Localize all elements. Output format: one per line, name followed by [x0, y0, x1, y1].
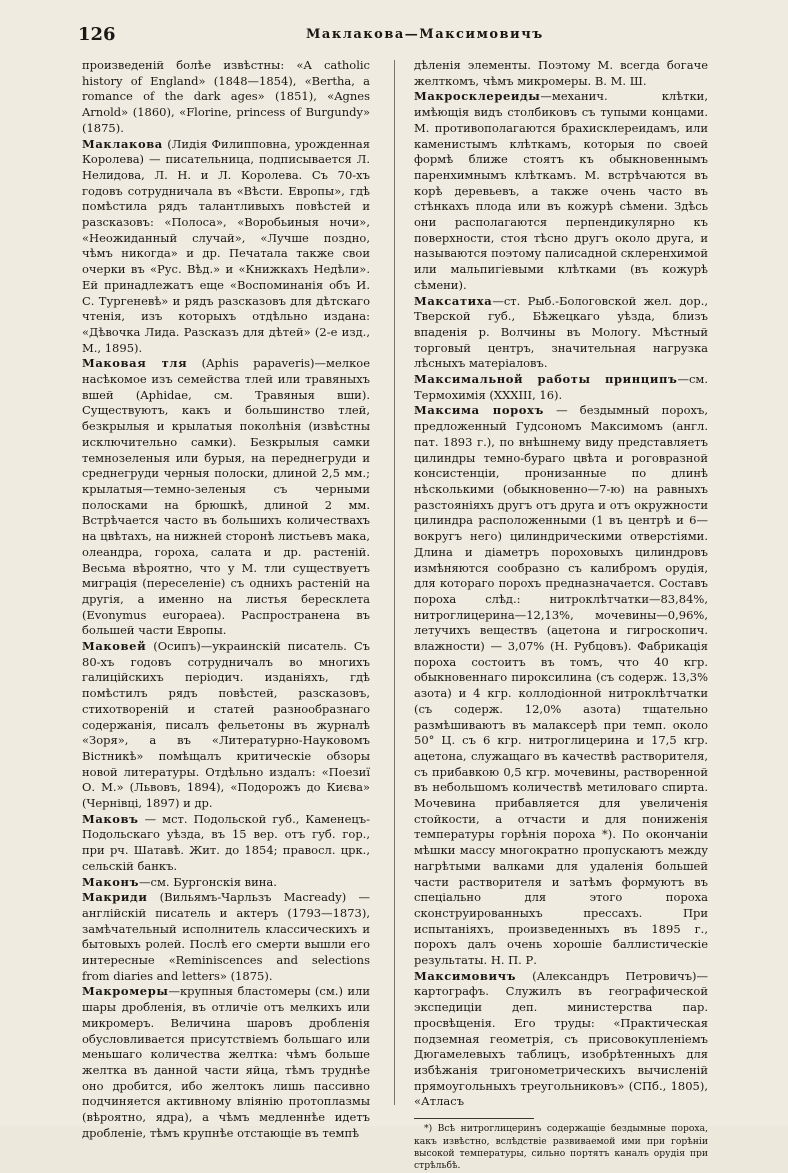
entry-body: (Лидія Филипповна, урожденная Королева) — писательница, подписывается Л. Нелидова, Л. Н. и Л. Королева. Съ 70-хъ годовъ сотрудничала въ «Вѣсти. Европы», гдѣ помѣстила рядъ талантливыхъ повѣстей и разсказовъ: «Полоса», «Воробьиныя ночи», «Неожиданный случай», «Лучше поздно, чѣмъ никогда» и др. Печатала также свои очерки въ «Рус. Вѣд.» и «Книжкахъ Недѣли». Ей принадлежатъ еще «Воспоминанія объ И. С. Тургеневѣ» и рядъ разсказовъ для дѣтскаго чтенія, изъ которыхъ отдѣльно издана: «Дѣвочка Лида. Разсказъ для дѣтей» (2-е изд., М., 1895). [82, 136, 370, 355]
right-column [414, 58, 708, 1173]
entry-max-work-principle [414, 372, 708, 403]
entry-makon [82, 875, 370, 891]
entry-headword: Максимальной работы принципъ [414, 372, 678, 387]
entry-body: — бездымный порохъ, предложенный Гудсономъ Максимомъ (англ. пат. 1893 г.), по внѣшнему виду представляетъ цилиндры темно-бураго цвѣта и роговразной консистенціи, пронизанные по длинѣ нѣсколькими (обыкновенно—7-ю) на равныхъ разстояніяхъ другъ отъ друга и отъ окружности цилиндра расположенными (1 въ центрѣ и 6—вокругъ него) цилиндрическими отверстіями. Длина и діаметръ пороховыхъ цилиндровъ измѣняются сообразно съ калибромъ орудія, для котораго порохъ предназначается. Составъ пороха слѣд.: нитроклѣтчатки—83,84%, нитроглицерина—12,13%, мочевины—0,96%, летучихъ веществъ (ацетона и гигроскопич. влажности) — 3,07% (Н. Рубцовъ). Фабрикація пороха состоитъ въ томъ, что 40 кгр. обыкновеннаго пироксилина (съ содерж. 13,3% азота) и 4 кгр. коллодіонной нитроклѣтчатки (съ содерж. 12,0% азота) тщательно размѣшиваютъ въ малаксерѣ при темп. около 50° Ц. съ 6 кгр. нитроглицерина и 17,5 кгр. ацетона, служащаго въ качествѣ растворителя, съ прибавкою 0,5 кгр. мочевины, растворенной въ небольшомъ количествѣ метиловаго спирта. Мочевина прибавляется для увеличенія стойкости, а отчасти и для пониженія температуры горѣнія пороха *). По окончаніи мѣшки массу многократно пропускаютъ между нагрѣтыми валками для удаленія большей части растворителя и затѣмъ формуютъ въ спеціально для этого пороха сконструированныхъ прессахъ. При испытаніяхъ, произведенныхъ въ 1895 г., порохъ далъ очень хорошіе баллистическіе результаты. Н. П. Р. [414, 403, 708, 968]
entry-headword: Маковей [82, 639, 147, 654]
entry-makovaya-tlya [82, 356, 370, 639]
entry-body: произведеній болѣе извѣстны: «A catholic history of England» (1848—1854), «Bertha, a romance of the dark ages» (1851), «Agnes Arnold» (1860), «Florine, princess of Burgundy» (1875). [82, 58, 370, 135]
footnote: *) Всѣ нитроглицеринъ содержащіе бездымные пороха, какъ извѣстно, вслѣдствіе развиваемой ими при горѣніи высокой температуры, сильно портятъ каналъ орудія при стрѣльбѣ. [414, 1123, 708, 1172]
entry-body: —см. Бургонскія вина. [139, 874, 277, 889]
entry-body: (Aphis papaveris)—мелкое насѣкомое изъ семейства тлей или травяныхъ вшей (Aphidae, см. Травяныя вши). Существуютъ, какъ и большинство тлей, безкрылыя и крылатыя поколѣнія (извѣстны исключительно самки). Безкрылыя самки темнозеленыя или бурыя, на переднегруди и среднегруди черныя полоски, длиной 2,5 мм.; крылатыя—темно-зеленыя съ черными полосками на брюшкѣ, длиной 2 мм. Встрѣчается часто въ большихъ количествахъ на цвѣтахъ, на нижней сторонѣ листьевъ мака, олеандра, гороха, салата и др. растеній. Весьма вѣроятно, что у М. тли существуетъ миграція (переселеніе) съ однихъ растеній на другія, а именно на листья бересклета (Evonymus europaea). Распространена въ большей части Европы. [82, 356, 370, 638]
entry-body: —см. Термохимія (XXXIII, 16). [414, 372, 708, 402]
entry-makov [82, 812, 370, 875]
entry-body: —механич. клѣтки, имѣющія видъ столбиковъ съ тупыми концами. М. противополагаются брахисклереидамъ, или каменистымъ клѣткамъ, которыя по своей формѣ ближе стоятъ къ обыкновеннымъ паренхимнымъ клѣткамъ. М. встрѣчаются въ корѣ деревьевъ, а также очень часто въ стѣнкахъ плода или въ кожурѣ сѣмени. Здѣсь они располагаются перпендикулярно къ поверхности, стоя тѣсно другъ около друга, и называются поэтому палисадной склеренхимой или мальпигіевыми клѣтками (въ кожурѣ сѣмени). [414, 89, 708, 292]
running-head: Маклакова—Максимовичъ [306, 27, 544, 42]
entry-body: — мст. Подольской губ., Каменецъ-Подольскаго уѣзда, въ 15 вер. отъ губ. гор., при рч. Шатавѣ. Жит. до 1854; правосл. црк., сельскій банкъ. [82, 811, 370, 873]
entry-continuation [82, 58, 370, 137]
entry-headword: Макромеры [82, 984, 169, 999]
entry-makovei [82, 639, 370, 812]
page-header [78, 24, 710, 46]
entry-headword: Максатиха [414, 293, 493, 308]
entry-maklakova [82, 137, 370, 357]
entry-headword: Макросклереиды [414, 89, 541, 104]
page-number: 126 [78, 24, 116, 45]
entry-headword: Максимовичъ [414, 968, 517, 983]
entry-headword: Маковъ [82, 811, 139, 826]
entry-makroskléreidy [414, 89, 708, 293]
entry-body: дѣленія элементы. Поэтому М. всегда богаче желткомъ, чѣмъ микромеры. В. М. Ш. [414, 58, 708, 88]
column-divider [394, 60, 395, 1105]
entry-body: (Александръ Петровичъ)—картографъ. Служилъ въ географической экспедиціи деп. министерства пар. просвѣщенія. Его труды: «Практическая подземная геометрія, съ присовокупленіемъ Дюгамелевыхъ таблицъ, изобрѣтенныхъ для избѣжанія тригонометрическихъ вычисленій прямоугольныхъ треугольниковъ» (СПб., 1805), «Атласъ [414, 968, 708, 1109]
entry-continuation [414, 58, 708, 89]
entry-headword: Макриди [82, 890, 148, 905]
entry-body: —ст. Рыб.-Бологовской жел. дор., Тверской губ., Бѣжецкаго уѣзда, близъ впаденія р. Волчины въ Мологу. Мѣстный торговый центръ, значительная нагрузка лѣсныхъ матеріаловъ. [414, 293, 708, 371]
entry-headword: Маковая тля [82, 356, 188, 371]
entry-body: (Осипъ)—украинскій писатель. Съ 80-хъ годовъ сотрудничалъ во многихъ галиційскихъ періодич. изданіяхъ, гдѣ помѣстилъ рядъ повѣстей, разсказовъ, стихотвореній и статей разнообразнаго содержанія, писалъ фельетоны въ журналѣ «Зоря», а въ «Литературно-Науковомъ Вістникѣ» помѣщалъ критическіе обзоры новой литературы. Отдѣльно издалъ: «Поезиї О. М.» (Львовъ, 1894), «Подорожъ до Києва» (Чернівці, 1897) и др. [82, 639, 370, 811]
entry-maksatikha [414, 294, 708, 373]
entry-maksimovich [414, 969, 708, 1110]
entry-headword: Максима порохъ [414, 403, 544, 418]
entry-headword: Маконъ [82, 874, 139, 889]
entry-makridi [82, 890, 370, 984]
entry-body: —крупныя бластомеры (см.) или шары дробленія, въ отличіе отъ мелкихъ или микромеръ. Величина шаровъ дробленія обусловливается присутствіемъ большаго или меньшаго количества желтка: чѣмъ больше желтка въ данной части яйца, тѣмъ труднѣе оно дробится, ибо желтокъ лишь пассивно подчиняется активному вліянію протоплазмы (вѣроятно, ядра), а чѣмъ медленнѣе идетъ дробленіе, тѣмъ крупнѣе отстающіе въ темпѣ [82, 984, 370, 1140]
entry-makromery [82, 984, 370, 1141]
entry-maxim-powder [414, 403, 708, 968]
left-column [82, 58, 370, 1142]
entry-headword: Маклакова [82, 136, 163, 151]
entry-body: (Вильямъ-Чарльзъ Macready) —англійскій писатель и актеръ (1793—1873), замѣчательный исполнитель классическихъ и бытовыхъ ролей. Послѣ его смерти вышли его интересные «Reminiscences and selections from diaries and letters» (1875). [82, 890, 370, 983]
footnote-rule [414, 1118, 534, 1119]
